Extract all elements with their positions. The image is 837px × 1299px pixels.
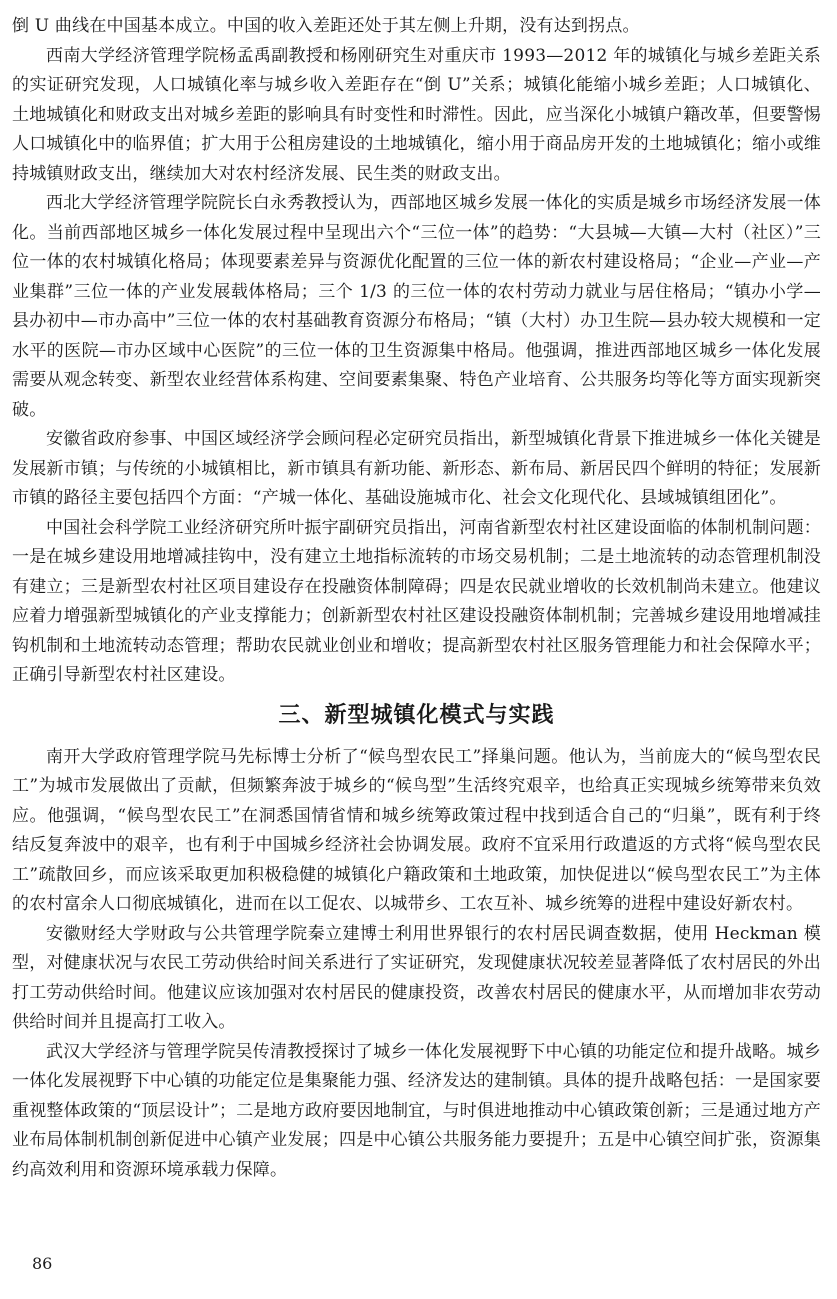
paragraph: 南开大学政府管理学院马先标博士分析了“候鸟型农民工”择巢问题。他认为，当前庞大的“候鸟型农民工”为城市发展做出了贡献，但频繁奔波于城乡的“候鸟型”生活终究艰辛，也给真正实现城乡统筹带来负效应。他强调，“候鸟型农民工”在洞悉国情省情和城乡统筹政策过程中找到适合自己的“归巢”，既有利于终结反复奔波中的艰辛，也有利于中国城乡经济社会协调发展。政府不宜采用行政遣返的方式将“候鸟型农民工”疏散回乡，而应该采取更加积极稳健的城镇化户籍政策和土地政策，加快促进以“候鸟型农民工”为主体的农村富余人口彻底城镇化，进而在以工促农、以城带乡、工农互补、城乡统筹的进程中建设好新农村。 xyxy=(12,746,821,914)
body-text-before-heading xyxy=(12,12,821,691)
body-text-after-heading xyxy=(12,743,821,1186)
paragraph: 安徽省政府参事、中国区域经济学会顾问程必定研究员指出，新型城镇化背景下推进城乡一体化关键是发展新市镇；与传统的小城镇相比，新市镇具有新功能、新形态、新布局、新居民四个鲜明的特征；发展新市镇的路径主要包括四个方面：“产城一体化、基础设施城市化、社会文化现代化、县域城镇组团化”。 xyxy=(12,429,821,508)
paragraph: 倒 U 曲线在中国基本成立。中国的收入差距还处于其左侧上升期，没有达到拐点。 xyxy=(12,16,640,36)
paragraph: 西南大学经济管理学院杨孟禹副教授和杨刚研究生对重庆市 1993—2012 年的城镇化与城乡差距关系的实证研究发现，人口城镇化率与城乡收入差距存在“倒 U”关系；城镇化能缩小城乡差距；人口城镇化、土地城镇化和财政支出对城乡差距的影响具有时变性和时滞性。因此，应当深化小城镇户籍改革，但要警惕人口城镇化中的临界值；扩大用于公租房建设的土地城镇化，缩小用于商品房开发的土地城镇化；缩小或维持城镇财政支出，继续加大对农村经济发展、民生类的财政支出。 xyxy=(12,45,821,184)
paragraph: 中国社会科学院工业经济研究所叶振宇副研究员指出，河南省新型农村社区建设面临的体制机制问题：一是在城乡建设用地增减挂钩中，没有建立土地指标流转的市场交易机制；二是土地流转的动态管理机制没有建立；三是新型农村社区项目建设存在投融资体制障碍；四是农民就业增收的长效机制尚未建立。他建议应着力增强新型城镇化的产业支撑能力；创新新型农村社区建设投融资体制机制；完善城乡建设用地增减挂钩机制和土地流转动态管理；帮助农民就业创业和增收；提高新型农村社区服务管理能力和社会保障水平；正确引导新型农村社区建设。 xyxy=(12,517,821,685)
section-heading: 三、新型城镇化模式与实践 xyxy=(278,702,555,728)
paragraph: 安徽财经大学财政与公共管理学院秦立建博士利用世界银行的农村居民调查数据，使用 Heckman 模型，对健康状况与农民工劳动供给时间关系进行了实证研究，发现健康状况较差显著降低了农村居民的外出打工劳动供给时间。他建议应该加强对农村居民的健康投资，改善农村居民的健康水平，从而增加非农劳动供给时间并且提高打工收入。 xyxy=(12,923,821,1032)
paragraph: 武汉大学经济与管理学院吴传清教授探讨了城乡一体化发展视野下中心镇的功能定位和提升战略。城乡一体化发展视野下中心镇的功能定位是集聚能力强、经济发达的建制镇。具体的提升战略包括：一是国家要重视整体政策的“顶层设计”；二是地方政府要因地制宜，与时俱进地推动中心镇政策创新；三是通过地方产业布局体制机制创新促进中心镇产业发展；四是中心镇公共服务能力要提升；五是中心镇空间扩张，资源集约高效利用和资源环境承载力保障。 xyxy=(12,1041,821,1180)
page-number: 86 xyxy=(32,1254,53,1273)
paragraph: 西北大学经济管理学院院长白永秀教授认为，西部地区城乡发展一体化的实质是城乡市场经济发展一体化。当前西部地区城乡一体化发展过程中呈现出六个“三位一体”的趋势：“大县城—大镇—大村（社区）”三位一体的农村城镇化格局；体现要素差异与资源优化配置的三位一体的新农村建设格局；“企业—产业—产业集群”三位一体的产业发展载体格局；三个 1/3 的三位一体的农村劳动力就业与居住格局；“镇办小学—县办初中—市办高中”三位一体的农村基础教育资源分布格局；“镇（大村）办卫生院—县办较大规模和一定水平的医院—市办区域中心医院”的三位一体的卫生资源集中格局。他强调，推进西部地区城乡一体化发展需要从观念转变、新型农业经营体系构建、空间要素集聚、特色产业培育、公共服务均等化等方面实现新突破。 xyxy=(12,193,821,420)
